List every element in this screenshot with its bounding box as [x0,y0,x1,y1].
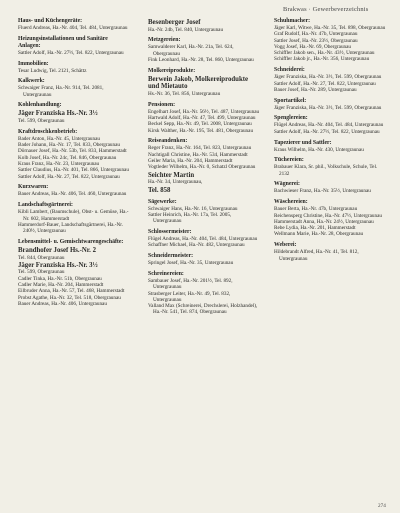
section-heading: Tapezierer und Sattler: [274,139,332,146]
section-heading: Pensionen: [148,101,176,108]
directory-entry: Wellmann Marie, Ha.-Nr. 28, Obergraunau [274,231,364,238]
section-heading: Tüchereien: [274,157,304,164]
directory-entry: Dörnauer Josef, Ha.-Nr. 53b, Tel. 833, Hammerstadt [18,148,127,155]
featured-entry: Seichter Martin [148,171,195,179]
directory-entry: Schwaiger Franz, Ha.-Nr. 914, Tel. 2081, Untergraunau [18,85,104,98]
directory-entry: Kraus Franz, Ha.-Nr. 23, Untergraunau [18,161,100,168]
section-heading: Kalkwerk: [18,78,45,85]
directory-entry: Bader Johann, Ha.-Nr. 17, Tel. 833, Obergraunau [18,142,121,149]
directory-entry: Engelhart Josef, Ha.-Nr. 56½, Tel. 487, Untergraunau [148,108,260,115]
section-heading: Schlossermeister: [148,229,192,236]
directory-entry: Schiffler Jakob jr., Ha.-Nr. 356, Untergraunau [274,56,370,63]
directory-entry: Graf Rudolf, Ha.-Nr. 47b, Untergraunau [274,31,358,38]
section-heading: Schneiderei: [274,67,305,74]
section-heading: Wägnerei: [274,181,300,188]
directory-entry: Sattler Josef, Ha.-Nr. 23½, Obergraunau [274,37,358,44]
directory-entry: Sattler Adolf, Ha.-Nr. 27½, Tel. 822, Untergraunau [18,49,124,56]
directory-entry: Sattler Adolf, Ha.-Nr. 27½, Tel. 822, Untergraunau [274,128,380,135]
directory-entry: Hs.-Nr. 36, Tel. 856, Untergraunau [148,90,221,97]
section-heading: Heizungsinstallationen und Sanitäre Anlagen: [18,35,108,49]
column-right [274,18,386,262]
directory-entry: Jäger Franziska, Ha.-Nr. 3½, Tel. 599, Obergraunau [274,104,382,111]
directory-entry: Hammerdorf-Bauer, Landschaftsgärtnerei, Ha.-Nr. 240½, Untergraunau [18,221,123,235]
featured-entry: Jäger Franziska Hs.-Nr. 3½ [18,110,98,118]
section-heading: Schreinereien: [148,270,184,277]
directory-entry: Kibli Lambert, (Baumschule), Obst- u. Gemüse, Ha.-Nr. 602, Hammerstadt [18,209,129,222]
directory-entry: Kraus Wilhelm, Ha.-Nr. 430, Untergraunau [274,146,364,153]
featured-entry: Jäger Franziska Hs.-Nr. 3½ [18,261,98,269]
directory-entry: Jäger Karl, Witwe, Ha.-Nr. 35, Tel. 898, Obergraunau [274,25,386,31]
directory-entry: Ha.-Nr. 34, Untergraunau, [148,179,203,186]
section-heading: Sägewerke: [148,198,177,205]
directory-entry: Rebe Lydia, Ha.-Nr. 201, Hammerstadt [274,225,356,232]
directory-entry: Fink Leonhard, Ha.-Nr. 28, Tel. 860, Untergraunau [148,56,254,63]
directory-entry: Jäger Franziska, Ha.-Nr. 3½, Tel. 599, Obergraunau [274,74,382,81]
directory-entry: Bauer Andreas, Ha.-Nr. 406, Tel. 460, Untergraunau [18,191,127,198]
section-heading: Reiseandenken: [148,138,188,145]
section-heading: Kurzwaren: [18,184,49,191]
directory-entry: Brabauer Klara, Sr. phil., Volkschule, Schule, Tel. 2132 [274,164,378,177]
section-heading: Lebensmittel- u. Gemischtwarengeschäfte: [18,238,124,245]
directory-entry: Reichensperg Christine, Ha.-Nr. 47½, Untergraunau [274,212,382,219]
section-heading: Metzgereien: [148,37,181,44]
directory-entry: Ha.-Nr. 24b, Tel. 840, Untergraunau [148,26,224,33]
section-heading: Landschaftsgärtnerei: [18,202,73,209]
directory-entry: Bauer Josef, Ha.-Nr. 289, Untergraunau [274,86,357,93]
section-heading: Immobilien: [18,60,49,67]
section-heading: Weberei: [274,242,297,249]
directory-entry: Tel. 844, Obergraunau [18,254,65,261]
page-number: 274 [378,503,386,509]
directory-entry: Springel Josef, Ha.-Nr. 35, Untergraunau [148,260,234,267]
directory-entry: Sattler Heinrich, Ha.-Nr. 17a, Tel. 2005, Untergraunau [148,211,232,225]
directory-entry: Tel. 599, Obergraunau [18,269,65,276]
section-heading: Spenglereien: [274,115,308,122]
directory-entry: Strasberger Leiter, Ha.-Nr. 49, Tel. 832, Untergraunau [148,290,231,303]
section-heading: Haus- und Küchengeräte: [18,18,83,24]
featured-entry: Tel. 858 [148,186,171,194]
directory-entry: Flügel Andreas, Ha.-Nr. 404, Tel. 484, Untergraunau [274,122,384,129]
directory-entry: Hartwald Adolf, Ha.-Nr. 47, Tel. 499, Untergraunau [148,115,256,122]
featured-entry: Brandhofer Josef Hs.-Nr. 2 [18,246,96,254]
directory-entry: Vogtleder Wilhelm, Ha.-Nr. 0, Schatzl Obergraunau [148,164,256,171]
directory-entry: Valland Max (Schreinerei, Drechslerei, Holzhandel), Ha.-Nr. 541, Tel. 874, Obergraunau [148,303,258,316]
directory-entry: Sattler Claudius, Ha.-Nr. 401, Tel. 866, Untergraunau [18,167,129,174]
directory-entry: Kirsk Walther, Ha.-Nr. 195, Tel. 481, Obergraunau [148,127,254,134]
directory-entry: Hammerstadt Anna, Ha.-Nr. 24½, Untergraunau [274,218,374,225]
running-header: Brakwas · Gewerbeverzeichnis [283,6,369,13]
directory-entry: Probst Agathe, Ha.-Nr. 32, Tel. 518, Obergraunau [18,294,121,301]
directory-entry: Fluerd Andreas, Ha.-Nr. 404, Tel. 484, Untergraunau [18,25,128,31]
directory-entry: Tesar Ludwig, Tel. 2121, Schättz [18,67,87,74]
directory-entry: Schiffler Jakob sen., Ha.-Nr. 43½, Untergraunau [274,50,375,57]
directory-entry: Sattler Adolf, Ha.-Nr. 27, Tel. 822, Untergraunau [274,80,376,87]
directory-entry: Hildebrandt Alfred, Ha.-Nr. 41, Tel. 812, Untergraunau [274,249,359,262]
featured-entry: Berwein Jakob, Molkereiprodukte und Mietauto [148,75,249,91]
directory-entry: Reger Franz, Ha.-Nr. 164, Tel. 823, Untergraunau [148,145,252,152]
directory-entry: Nachtigall Christine, Ha.-Nr. 534, Hammerstadt [148,151,248,158]
directory-entry: Eilbruder Anna, Ha.-Nr. 57, Tel. 468, Hammerstadt [18,288,125,295]
directory-entry: Schwaiger Hans, Ha.-Nr. 16, Untergraunau [148,205,238,212]
directory-entry: Kolb Josef, Ha.-Nr. 24c, Tel. 846, Obergraunau [18,154,117,161]
directory-entry: Tel. 599, Obergraunau [18,118,65,125]
section-heading: Kohlenhandlung: [18,102,62,109]
directory-entry: Bauer Berta, Ha.-Nr. 47b, Untergraunau [274,206,358,213]
directory-entry: Bader Anton, Ha.-Nr. 45, Untergraunau [18,135,101,142]
directory-entry: Vogg Josef, Ha.-Nr. 69, Obergraunau [274,43,352,50]
section-heading: Sportartikel: [274,97,307,104]
column-middle [148,18,260,316]
directory-entry: Beckel Sepp, Ha.-Nr. 49, Tel. 2008, Untergraunau [148,121,252,128]
section-heading: Molkereiprodukte: [148,67,196,74]
section-heading: Schneidermeister: [148,253,194,260]
directory-entry: Flügel Andreas, Ha.-Nr. 404, Tel. 484, Untergraunau [148,236,258,243]
directory-entry: Bauer Andreas, Ha.-Nr. 406, Untergraunau [18,300,107,307]
column-left [18,18,130,307]
directory-entry: Schaffner Michael, Ha.-Nr. 482, Untergraunau [148,242,245,249]
featured-entry: Besenberger Josef [148,19,201,26]
directory-entry: Cadler Tinka, Ha.-Nr. 51b, Obergraunau [18,275,102,282]
directory-entry: Samwalderer Karl, Ha.-Nr. 21a, Tel. 624, Obergraunau [148,44,234,57]
section-heading: Kraftdroschkenbetrieb: [18,128,78,135]
directory-entry: Bachwieser Franz, Ha.-Nr. 35½, Untergraunau [274,188,371,195]
directory-entry: Geiler Maria, Ha.-Nr. 204, Hammerstadt [148,158,233,165]
directory-entry: Sambauer Josef, Ha.-Nr. 201½, Tel. 892, Untergraunau [148,277,233,291]
section-heading: Wäschereien: [274,199,308,206]
section-heading: Schuhmacher: [274,18,311,24]
directory-entry: Sattler Adolf, Ha.-Nr. 27, Tel. 822, Untergraunau [18,173,120,180]
directory-entry: Cadler Marie, Ha.-Nr. 204, Hammerstadt [18,282,104,289]
